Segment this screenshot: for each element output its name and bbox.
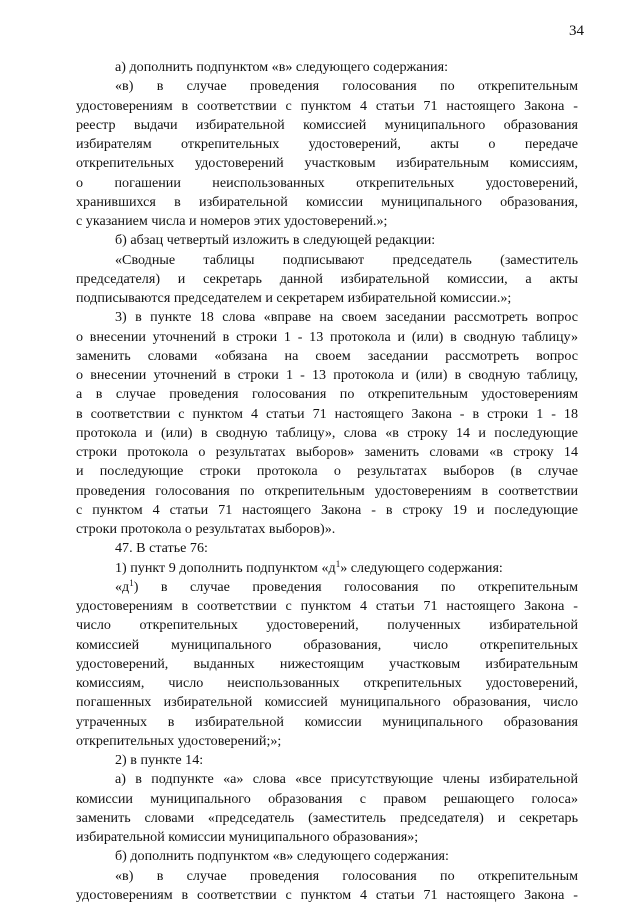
text-line: избирательной комиссии муниципального образования»; xyxy=(76,829,419,845)
text-line: число открепительных удостоверений, полученных избирательной xyxy=(76,617,578,634)
text-line: а в случае проведения голосования по открепительным удостоверениям xyxy=(76,386,578,403)
text-line: избирателям открепительных удостоверений, акты о передаче xyxy=(76,136,578,152)
text-line: реестр выдачи избирательной комиссией муниципального образования xyxy=(76,116,578,133)
text-line: «в) в случае проведения голосования по открепительным xyxy=(115,78,578,95)
text-line: о внесении уточнений в строки 1 - 13 протокола и (или) в сводную таблицу» xyxy=(76,328,578,345)
text-line: открепительных удостоверений;»; xyxy=(76,732,282,749)
text-line: б) абзац четвертый изложить в следующей редакции: xyxy=(115,232,436,249)
text-line: о погашении неиспользованных открепительных удостоверений, xyxy=(76,174,578,191)
text-line: о внесении уточнений в строки 1 - 13 протокола и (или) в сводную таблицу, xyxy=(76,367,578,383)
text-line: 1) пункт 9 дополнить подпунктом «$д^1$» следующего содержания: xyxy=(115,558,503,576)
document-body xyxy=(76,58,578,905)
text-line: заменить словами «обязана на своем заседании рассмотреть вопрос xyxy=(76,347,578,364)
text-line: заменить словами «председатель (заместитель председателя) и секретарь xyxy=(76,809,578,826)
text-line: строки протокола о результатах выборов» заменить словами «в строку 14 xyxy=(76,444,578,460)
text-line: б) дополнить подпунктом «в» следующего содержания: xyxy=(115,848,449,865)
text-line: «$д^1$) в случае проведения голосования по открепительным xyxy=(115,577,578,595)
text-line: удостоверениям в соответствии с пунктом 4 статьи 71 настоящего Закона - xyxy=(76,97,578,114)
text-line: а) дополнить подпунктом «в» следующего содержания: xyxy=(115,59,448,75)
text-line: строки протокола о результатах выборов)». xyxy=(76,521,336,537)
text-line: «в) в случае проведения голосования по открепительным xyxy=(115,867,578,884)
text-line: открепительных удостоверений участковым избирательным комиссиям, xyxy=(76,155,578,172)
text-line: погашенных избирательной комиссией муниципального образования, число xyxy=(76,694,578,711)
text-line: комиссией муниципального образования, число открепительных xyxy=(76,636,578,653)
text-line: комиссиям, число неиспользованных открепительных удостоверений, xyxy=(76,675,578,691)
text-line: удостоверений, выданных нижестоящим участковым избирательным xyxy=(76,655,578,672)
text-line: хранившихся в избирательной комиссии муниципального образования, xyxy=(76,193,578,210)
text-line: с указанием числа и номеров этих удостоверений.»; xyxy=(76,213,388,229)
text-line: подписываются председателем и секретарем избирательной комиссии.»; xyxy=(76,290,512,306)
text-line: с пунктом 4 статьи 71 настоящего Закона - в строку 19 и последующие xyxy=(76,501,578,518)
text-line: протокола и (или) в сводную таблицу», слова «в строку 14 и последующие xyxy=(76,424,578,441)
text-line: председателя) и секретарь данной избирательной комиссии, а акты xyxy=(76,270,578,287)
text-line: и последующие строки протокола о результатах выборов (в случае xyxy=(76,463,578,480)
text-line: 47. В статье 76: xyxy=(115,540,208,557)
text-line: в соответствии с пунктом 4 статьи 71 настоящего Закона - в строки 1 - 18 xyxy=(76,405,578,422)
text-line: «Сводные таблицы подписывают председатель (заместитель xyxy=(115,251,578,268)
text-line: удостоверениям в соответствии с пунктом 4 статьи 71 настоящего Закона - xyxy=(76,598,578,614)
text-line: а) в подпункте «а» слова «все присутствующие члены избирательной xyxy=(115,771,578,788)
page-number: 34 xyxy=(569,23,584,39)
text-line: проведения голосования по открепительным удостоверениям в соответствии xyxy=(76,482,578,499)
text-line: утраченных в избирательной комиссии муниципального образования xyxy=(76,713,578,730)
text-line: комиссии муниципального образования с правом решающего голоса» xyxy=(76,790,578,807)
text-line: 2) в пункте 14: xyxy=(115,752,204,768)
text-line: удостоверениям в соответствии с пунктом 4 статьи 71 настоящего Закона - xyxy=(76,886,578,903)
text-line: 3) в пункте 18 слова «вправе на своем заседании рассмотреть вопрос xyxy=(115,309,578,326)
